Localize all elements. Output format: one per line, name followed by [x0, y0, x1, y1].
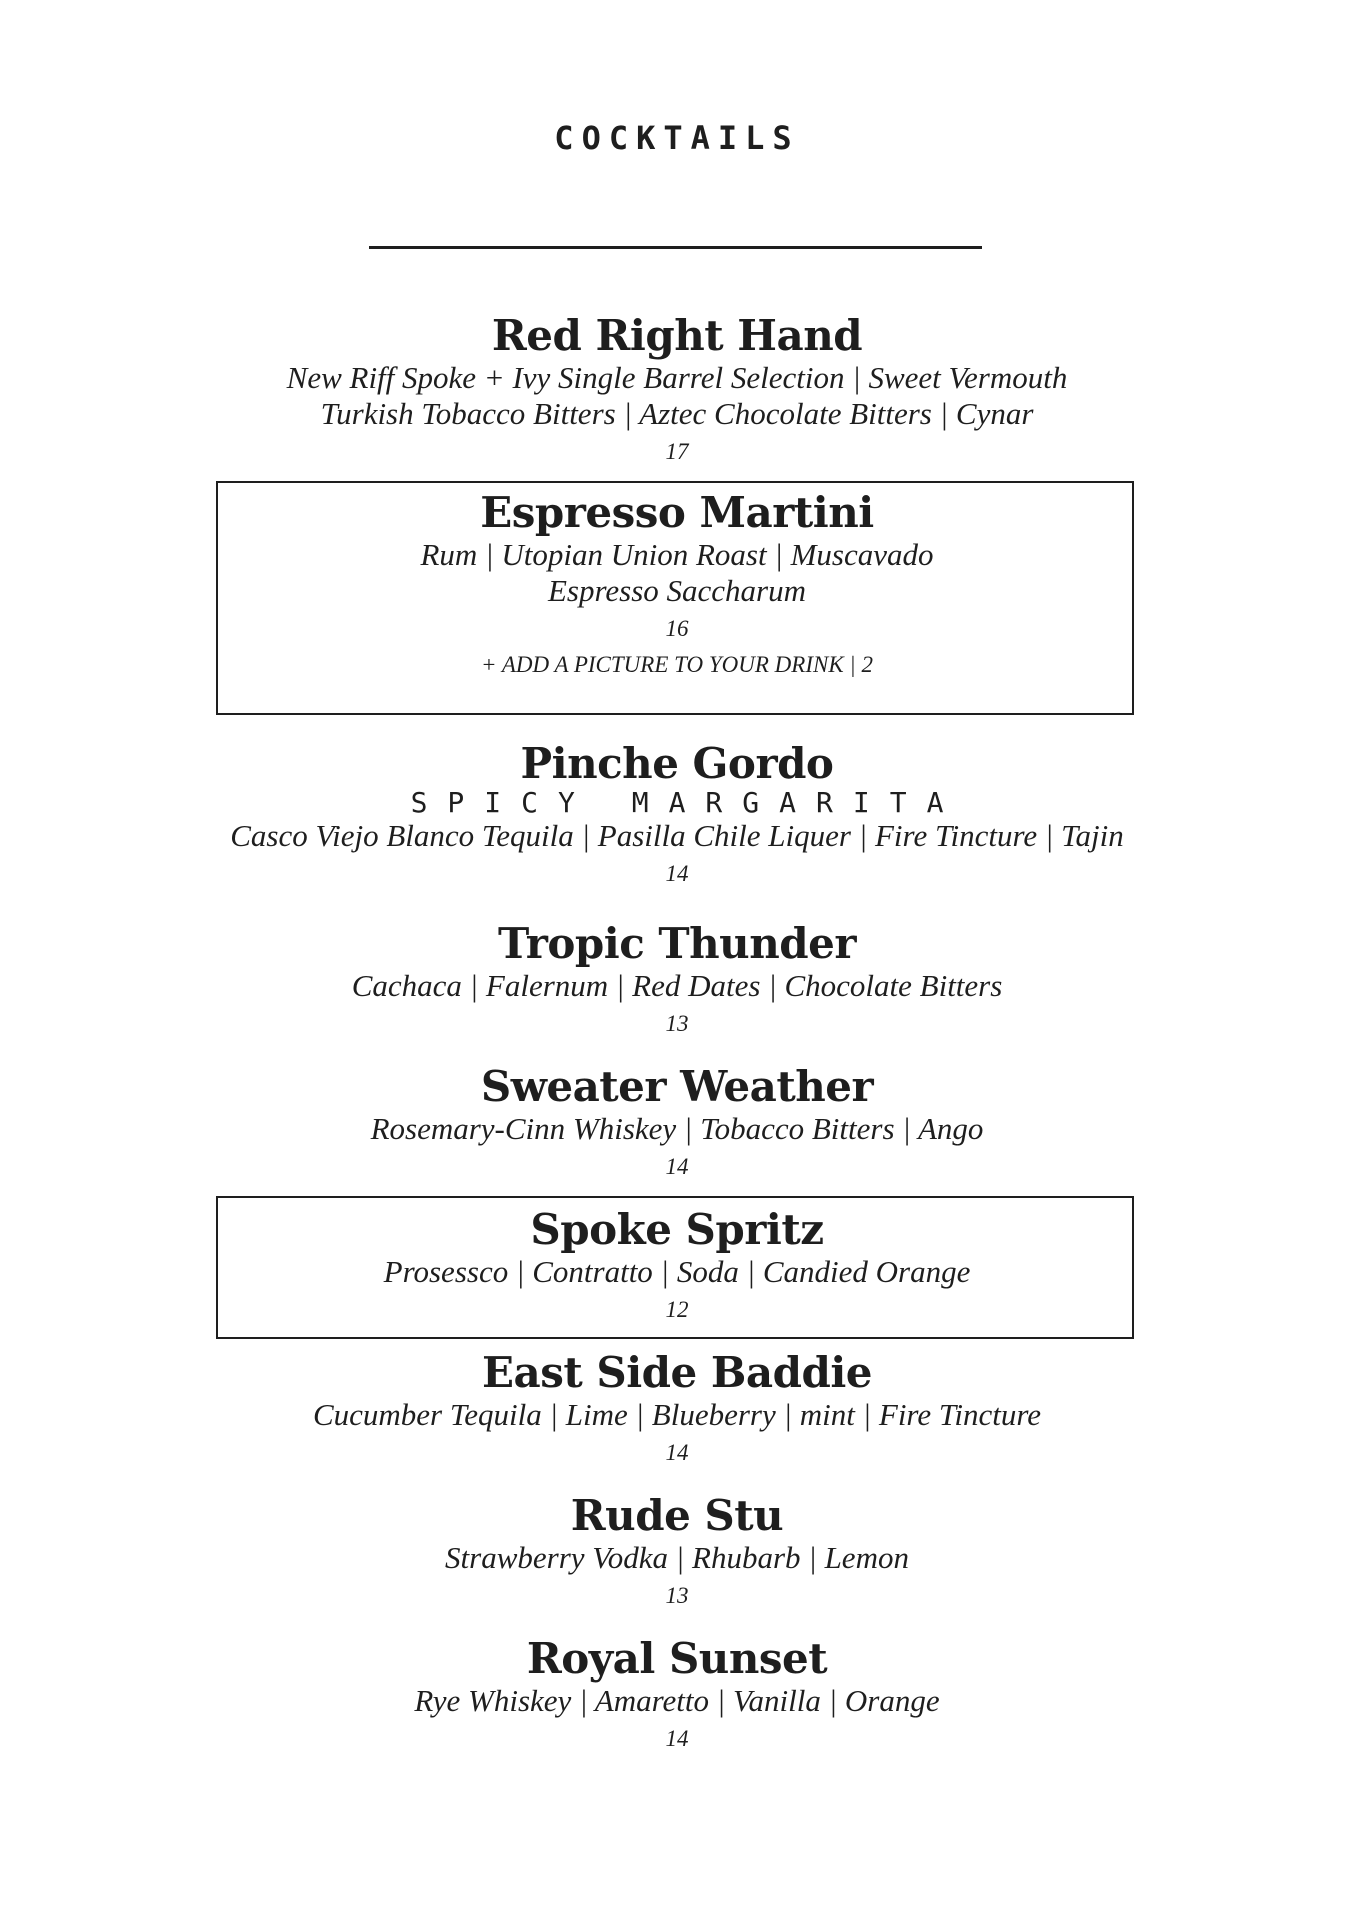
item-name: Espresso Martini — [480, 488, 874, 537]
item-name: Spoke Spritz — [530, 1205, 824, 1254]
menu-item-sweater-weather — [0, 1063, 1354, 1181]
item-price: 16 — [665, 616, 689, 641]
item-ingredients: Casco Viejo Blanco Tequila | Pasilla Chile Liquer | Fire Tincture | Tajin — [230, 818, 1124, 853]
item-price: 14 — [665, 1726, 689, 1751]
menu-item-royal-sunset — [0, 1635, 1354, 1753]
item-ingredients: Cachaca | Falernum | Red Dates | Chocolate Bitters — [351, 968, 1003, 1003]
item-name: Pinche Gordo — [520, 739, 834, 788]
menu-item-tropic-thunder — [0, 920, 1354, 1038]
item-ingredients: Rye Whiskey | Amaretto | Vanilla | Orange — [414, 1683, 940, 1718]
item-name: East Side Baddie — [481, 1348, 872, 1397]
item-price: 12 — [665, 1297, 689, 1322]
item-name: Red Right Hand — [491, 311, 863, 360]
item-ingredients: Espresso Saccharum — [547, 573, 807, 608]
menu-item-espresso-martini — [0, 489, 1354, 679]
item-subtitle: SPICY MARGARITA — [410, 786, 964, 819]
item-price: 17 — [665, 439, 689, 464]
menu-title: COCKTAILS — [554, 119, 800, 157]
menu-item-spoke-spritz — [0, 1206, 1354, 1324]
item-price: 14 — [665, 861, 689, 886]
item-ingredients: Rosemary-Cinn Whiskey | Tobacco Bitters | Ango — [370, 1111, 984, 1146]
item-price: 13 — [665, 1583, 689, 1608]
item-ingredients: Cucumber Tequila | Lime | Blueberry | mint | Fire Tincture — [312, 1397, 1042, 1432]
item-name: Rude Stu — [570, 1491, 784, 1540]
item-ingredients: Prosessco | Contratto | Soda | Candied Orange — [383, 1254, 971, 1289]
item-name: Royal Sunset — [526, 1634, 828, 1683]
menu-item-red-right-hand — [0, 312, 1354, 466]
item-price: 14 — [665, 1154, 689, 1179]
item-name: Tropic Thunder — [498, 919, 856, 968]
menu-item-east-side-baddie — [0, 1349, 1354, 1467]
menu-item-rude-stu — [0, 1492, 1354, 1610]
item-ingredients: Turkish Tobacco Bitters | Aztec Chocolate Bitters | Cynar — [320, 396, 1034, 431]
item-price: 13 — [665, 1011, 689, 1036]
item-ingredients: New Riff Spoke + Ivy Single Barrel Selection | Sweet Vermouth — [286, 360, 1068, 395]
item-ingredients: Rum | Utopian Union Roast | Muscavado — [420, 537, 934, 572]
menu-item-pinche-gordo — [0, 740, 1354, 888]
divider-rule — [369, 246, 982, 249]
item-price: 14 — [665, 1440, 689, 1465]
item-ingredients: Strawberry Vodka | Rhubarb | Lemon — [445, 1540, 909, 1575]
item-addon: + ADD A PICTURE TO YOUR DRINK | 2 — [480, 652, 873, 677]
item-name: Sweater Weather — [480, 1062, 874, 1111]
